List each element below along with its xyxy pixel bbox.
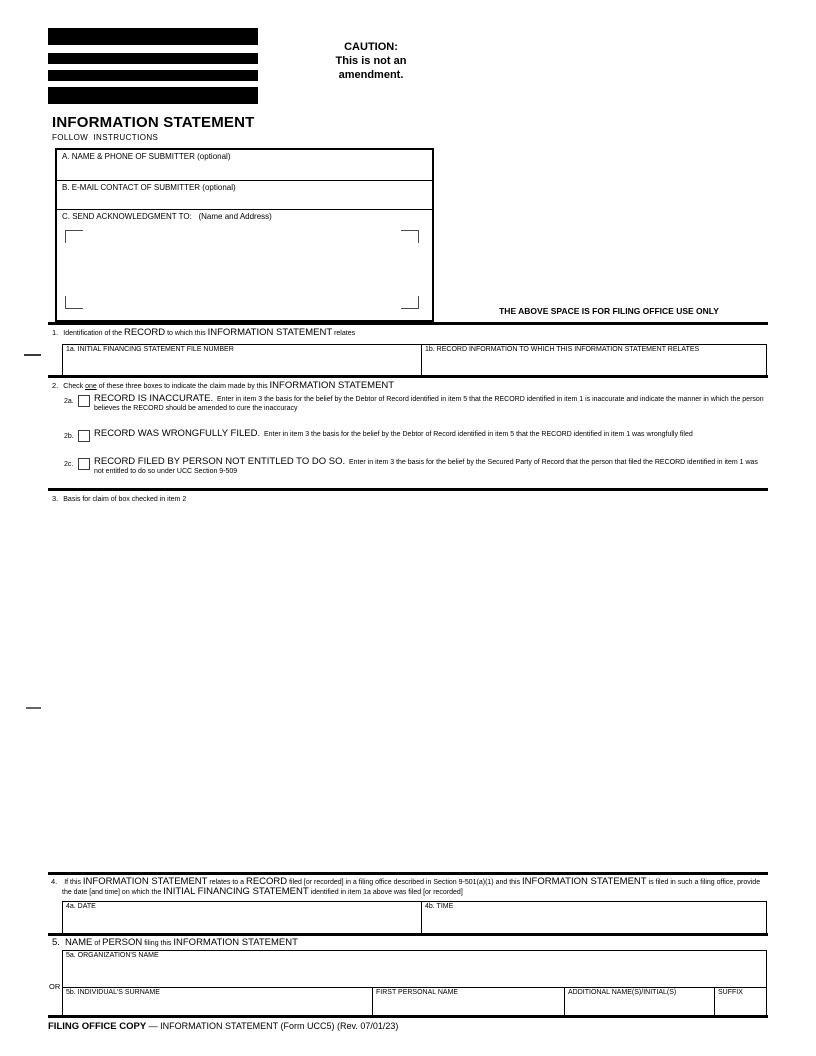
item1-heading-text: relates bbox=[332, 330, 356, 337]
option-2c-record-filed-by-person-not-entitled bbox=[64, 458, 766, 476]
item2-heading-text: one bbox=[85, 383, 97, 390]
item4-fields-row bbox=[62, 901, 767, 936]
field-4a-date[interactable] bbox=[63, 902, 422, 936]
option-2c-text bbox=[94, 458, 766, 476]
item4-heading-text: INFORMATION STATEMENT bbox=[522, 876, 647, 887]
section-4-filing-date bbox=[48, 872, 768, 933]
item4-heading-text: If this bbox=[62, 879, 83, 886]
checkbox-2c[interactable] bbox=[78, 458, 90, 470]
item1-fields-row bbox=[62, 344, 767, 378]
field-4a-label: 4a. DATE bbox=[66, 903, 96, 910]
item4-heading-text: is filed in such a filing office, provide the date [and time] on which the bbox=[62, 879, 763, 896]
field-c-send-acknowledgment-to[interactable] bbox=[57, 210, 432, 318]
item3-number: 3. bbox=[52, 494, 59, 503]
caution-line2: This is not an bbox=[335, 55, 407, 67]
margin-mark bbox=[24, 354, 41, 356]
field-b-email-contact-of-submitter[interactable] bbox=[57, 181, 432, 210]
item4-heading-text: relates to a bbox=[207, 879, 246, 886]
form-subtitle: FOLLOW INSTRUCTIONS bbox=[52, 133, 159, 142]
filing-office-space-note: THE ABOVE SPACE IS FOR FILING OFFICE USE ONLY bbox=[499, 306, 719, 316]
footer-copy-type: FILING OFFICE COPY bbox=[48, 1021, 147, 1032]
item4-heading-text: RECORD bbox=[245, 876, 288, 887]
logo-bar bbox=[48, 70, 258, 81]
section-2-claim bbox=[48, 375, 768, 488]
item4-heading-text: identified in item 1a above was filed [or recorded] bbox=[308, 889, 463, 896]
caution-line1: CAUTION: bbox=[344, 41, 398, 53]
field-additional-names-initials[interactable] bbox=[565, 988, 715, 1018]
field-suffix-label: SUFFIX bbox=[718, 989, 743, 996]
form-title: INFORMATION STATEMENT bbox=[52, 114, 255, 131]
field-first-personal-name-label: FIRST PERSONAL NAME bbox=[376, 989, 459, 996]
option-2a-description: Enter in item 3 the basis for the belief by the Debtor of Record identified in item 5 that the RECORD identified in item 1 is inaccurate and indicate the manner in which the person believes the RECORD should be amended to cure the inaccuracy bbox=[94, 396, 766, 412]
caution-line3: amendment. bbox=[338, 69, 404, 81]
item3-heading-text: Basis for claim of box checked in item 2 bbox=[63, 496, 187, 503]
field-1b-label: 1b. RECORD INFORMATION TO WHICH THIS INFORMATION STATEMENT RELATES bbox=[425, 346, 700, 353]
field-1a-label: 1a. INITIAL FINANCING STATEMENT FILE NUMBER bbox=[66, 346, 234, 353]
item2-heading-text: Check bbox=[63, 383, 86, 390]
option-2b-text bbox=[94, 430, 766, 440]
corner-bracket-icon bbox=[65, 230, 83, 243]
item5-heading-text: INFORMATION STATEMENT bbox=[173, 937, 298, 948]
margin-mark bbox=[26, 707, 41, 709]
item4-heading-text: INFORMATION STATEMENT bbox=[82, 876, 208, 887]
field-5b-label: 5b. INDIVIDUAL'S SURNAME bbox=[66, 989, 160, 996]
item1-heading-text: RECORD bbox=[123, 327, 166, 338]
item4-heading-text: filed [or recorded] in a filing office described in Section 9-501(a)(1) and this bbox=[287, 879, 523, 886]
item2-heading-text: INFORMATION STATEMENT bbox=[269, 380, 395, 391]
item1-heading-text: to which this bbox=[165, 330, 208, 337]
item2-heading-text: of these three boxes to indicate the claim made by this bbox=[96, 383, 270, 390]
field-5a-label: 5a. ORGANIZATION'S NAME bbox=[66, 952, 159, 959]
logo-bar bbox=[48, 53, 258, 64]
checkbox-2b[interactable] bbox=[78, 430, 90, 442]
item1-number: 1. bbox=[52, 328, 59, 337]
option-2b-record-wrongfully-filed bbox=[64, 430, 766, 442]
field-first-personal-name[interactable] bbox=[373, 988, 565, 1018]
field-4b-time[interactable] bbox=[422, 902, 766, 936]
field-4b-label: 4b. TIME bbox=[425, 903, 454, 910]
field-1b-record-information[interactable] bbox=[422, 345, 766, 378]
checkbox-2a[interactable] bbox=[78, 395, 90, 407]
item2-number: 2. bbox=[52, 381, 59, 390]
item1-heading-text: INFORMATION STATEMENT bbox=[207, 327, 333, 338]
option-2c-title: RECORD FILED BY PERSON NOT ENTITLED TO DO SO. bbox=[94, 456, 346, 467]
item4-heading bbox=[48, 875, 768, 897]
item4-number: 4. bbox=[51, 877, 58, 886]
item5-number: 5. bbox=[52, 937, 60, 948]
field-5b-individuals-surname[interactable] bbox=[63, 988, 373, 1018]
section-1-identification bbox=[48, 322, 768, 375]
option-2a-text bbox=[94, 395, 766, 413]
section-3-basis bbox=[48, 488, 768, 872]
option-2a-id: 2a. bbox=[64, 398, 74, 405]
or-label: OR bbox=[49, 982, 61, 991]
field-c-label: C. SEND ACKNOWLEDGMENT TO: (Name and Address) bbox=[62, 212, 272, 221]
field-additional-names-label: ADDITIONAL NAME(S)/INITIAL(S) bbox=[568, 989, 677, 996]
option-2b-title: RECORD WAS WRONGFULLY FILED. bbox=[94, 428, 261, 439]
item5-heading-text: filing this bbox=[142, 940, 174, 947]
footer-form-revision: — INFORMATION STATEMENT (Form UCC5) (Rev. 07/01/23) bbox=[146, 1021, 399, 1031]
item5-heading bbox=[48, 936, 768, 949]
option-2b-id: 2b. bbox=[64, 433, 74, 440]
item2-heading bbox=[48, 378, 768, 392]
field-b-label: B. E-MAIL CONTACT OF SUBMITTER (optional) bbox=[62, 183, 236, 192]
form-logo-bars bbox=[48, 28, 258, 104]
option-2b-description: Enter in item 3 the basis for the belief by the Debtor of Record identified in item 5 that the RECORD identified in item 1 was wrongfully filed bbox=[260, 431, 693, 438]
item1-heading-text: Identification of the bbox=[63, 330, 124, 337]
field-1a-initial-financing-statement-file-number[interactable] bbox=[63, 345, 422, 378]
footer-form-id bbox=[48, 1021, 398, 1032]
submitter-box bbox=[55, 148, 434, 322]
field-a-name-phone-of-submitter[interactable] bbox=[57, 150, 432, 181]
item1-heading bbox=[48, 325, 768, 339]
option-2c-id: 2c. bbox=[64, 461, 74, 468]
field-3-basis-for-claim[interactable] bbox=[48, 505, 768, 872]
option-2a-record-is-inaccurate bbox=[64, 395, 766, 413]
item5-heading-text: of bbox=[92, 940, 103, 947]
form-body bbox=[48, 322, 768, 1018]
option-2c-description: Enter in item 3 the basis for the belief by the Secured Party of Record that the person that filed the RECORD identified in item 1 was not entitled to do so under UCC Section 9-509 bbox=[94, 459, 760, 475]
caution-note bbox=[296, 40, 446, 82]
option-2a-title: RECORD IS INACCURATE. bbox=[94, 393, 214, 404]
item5-individual-row bbox=[62, 988, 767, 1018]
section-5-name-of-person bbox=[48, 933, 768, 1018]
field-a-label: A. NAME & PHONE OF SUBMITTER (optional) bbox=[62, 152, 231, 161]
logo-bar bbox=[48, 87, 258, 104]
corner-bracket-icon bbox=[401, 230, 419, 243]
corner-bracket-icon bbox=[401, 296, 419, 309]
logo-bar bbox=[48, 28, 258, 45]
corner-bracket-icon bbox=[65, 296, 83, 309]
item4-heading-text: INITIAL FINANCING STATEMENT bbox=[163, 886, 309, 897]
field-5a-organizations-name[interactable] bbox=[62, 950, 767, 988]
item3-heading bbox=[48, 491, 768, 505]
item5-heading-text: NAME bbox=[64, 937, 93, 948]
item5-heading-text: PERSON bbox=[102, 937, 143, 948]
field-suffix[interactable] bbox=[715, 988, 766, 1018]
